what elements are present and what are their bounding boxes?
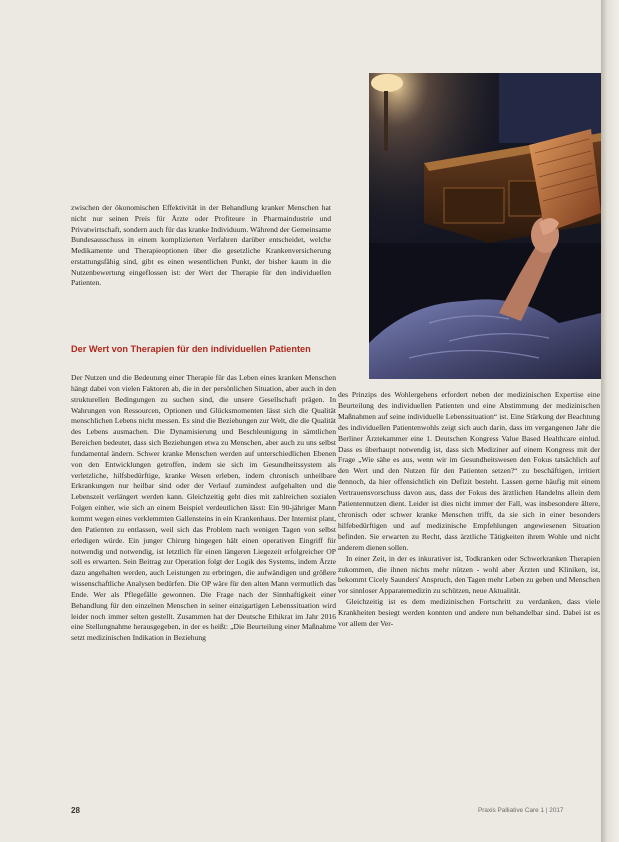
reading-patient-photo — [369, 73, 601, 379]
left-column-text: Der Nutzen und die Bedeutung einer Therapie für das Leben eines kranken Menschen hängt dabei von vielen Faktoren ab, die in der persönlichen Situation, aber auch in den strukturellen Bedingungen zu suchen sind, die unsere Gesellschaft prägen. In Wahrungen von Ressourcen, Optionen und Glücksmomenten lässt sich die Qualität menschlichen Lebens nicht messen. Es sind die Beziehungen zur Welt, die die Qualität des Lebens ausmachen. Die Dynamisierung und Beschleunigung in sämtlichen Bereichen bedeutet, dass sich Beziehungen etwa zu Menschen, aber auch zu uns selbst fundamental ändern. Schwer kranke Menschen werden auf unterschiedlichen Ebenen von den Entwicklungen getroffen, indem sie sich im Gesundheitssystem als verletzliche, hilfsbedürftige, kranke Wesen erleben, indem chronisch unheilbare Erkrankungen nur heilbar sind oder der Verlauf zumindest aufgehalten und die Lebenszeit verlängert werden kann. Gleichzeitig geht dies mit zahlreichen sozialen Folgen einher, wie sich an einem Beispiel verdeutlichen lässt: Ein 90-jähriger Mann kommt wegen eines verklemmten Gallensteins in ein Krankenhaus. Der Internist plant, den Patienten zu entlassen, weil sich das Problem nach wenigen Tagen von selbst erledigen würde. Ein junger Chirurg hingegen hält einen operativen Eingriff für notwendig und notwendig, ist letztlich für einen längeren Liegezeit erfolgreicher OP soll es erwarten. Sein Beitrag zur Operation folgt der Logik des Systems, indem Ärzte dazu angehalten werden, auch Leistungen zu erbringen, die aufwändigen und größere wissenschaftliche Analysen bedürfen. Die OP wäre für den alten Mann vermutlich das Ende. Wer als Pflegefälle gewonnen. Die Frage nach der Sinnhaftigkeit einer Behandlung für den einzelnen Menschen in seiner einzigartigen Lebenssituation wird leider noch immer selten gestellt. Zusammen hat der Deutsche Ethikrat im Jahr 2016 eine Stellungnahme herausgegeben, in der es heißt: „Die Beurteilung einer Maßnahme setzt medizinischen Indikation in Beziehung — [71, 373, 336, 643]
page-number: 28 — [71, 806, 80, 815]
right-column-paragraph-3: Gleichzeitig ist es dem medizinischen Fortschritt zu verdanken, dass viele Krankheiten besiegt werden konnten und andere nun behandelbar sind. Dabei ist es vor allem der Ver- — [338, 597, 600, 629]
right-column — [338, 390, 600, 800]
publication-footer: Praxis Palliative Care 1 | 2017 — [478, 807, 564, 814]
section-heading: Der Wert von Therapien für den individuellen Patienten — [71, 344, 311, 354]
right-column-paragraph-2: In einer Zeit, in der es inkurativer ist, Todkranken oder Schwerkranken Therapien zukommen, die ihnen nichts mehr nützen - wohl aber Ärzten und Kliniken, ist, bekommt Cicely Saunders' Anspruch, den Tagen mehr Leben zu geben und Menschen vor sinnloser Apparatemedizin zu schützen, neue Aktualität. — [338, 553, 600, 596]
next-page-edge — [601, 0, 619, 842]
intro-paragraph: zwischen der ökonomischen Effektivität in der Behandlung kranker Menschen hat nicht nur seinen Preis für Ärzte oder Profiteure in Pharmaindustrie und Privatwirtschaft, sondern auch für das kranke Individuum. Während der Gemeinsame Bundesausschuss in einem komplizierten Verfahren darüber entscheidet, welche Medikamente und Therapieoptionen über die gesetzliche Krankenversicherung erstattungsfähig sind, gibt es einen wesentlichen Punkt, der bisher kaum in die Nutzenbewertung eingeflossen ist: der Wert der Therapie für den individuellen Patienten. — [71, 203, 331, 288]
right-column-paragraph-1: des Prinzips des Wohlergehens erfordert neben der medizinischen Expertise eine Beurteilung des individuellen Patienten und eine Abstimmung der medizinischen Maßnahmen auf seine individuelle Lebenssituation“ ist. Eine Stärkung der Beachtung des individuellen Patientenwohls zeigt sich auch darin, dass im vergangenen Jahr die Berliner Ärztekammer eine 1. Deutschen Kongress Value Based Healthcare einlud. Dass es überhaupt notwendig ist, dass sich Mediziner auf einem Kongress mit der Frage „Wie sähe es aus, wenn wir im Gesundheitswesen den Fokus tatsächlich auf den Wert und den Nutzen für den Patienten setzen?“ zu beschäftigen, irritiert dennoch, da hier offensichtlich ein Defizit besteht. Lassen gerne häufig mit einem Vertrauensvorschuss davon aus, dass der Fokus des ärztlichen Handelns allein dem Patientennutzen dient. Leider ist dies nicht immer der Fall, was insbesondere ältere, chronisch oder schwer kranke Menschen trifft, da sie sich in einer besonders hilfebedürftigen und auf medizinische Empfehlungen angewiesenen Situation befinden. Sie erwarten zu Recht, dass ärztliche Tätigkeiten ihrem Wohle und nicht anderem dienen sollen. — [338, 390, 600, 552]
